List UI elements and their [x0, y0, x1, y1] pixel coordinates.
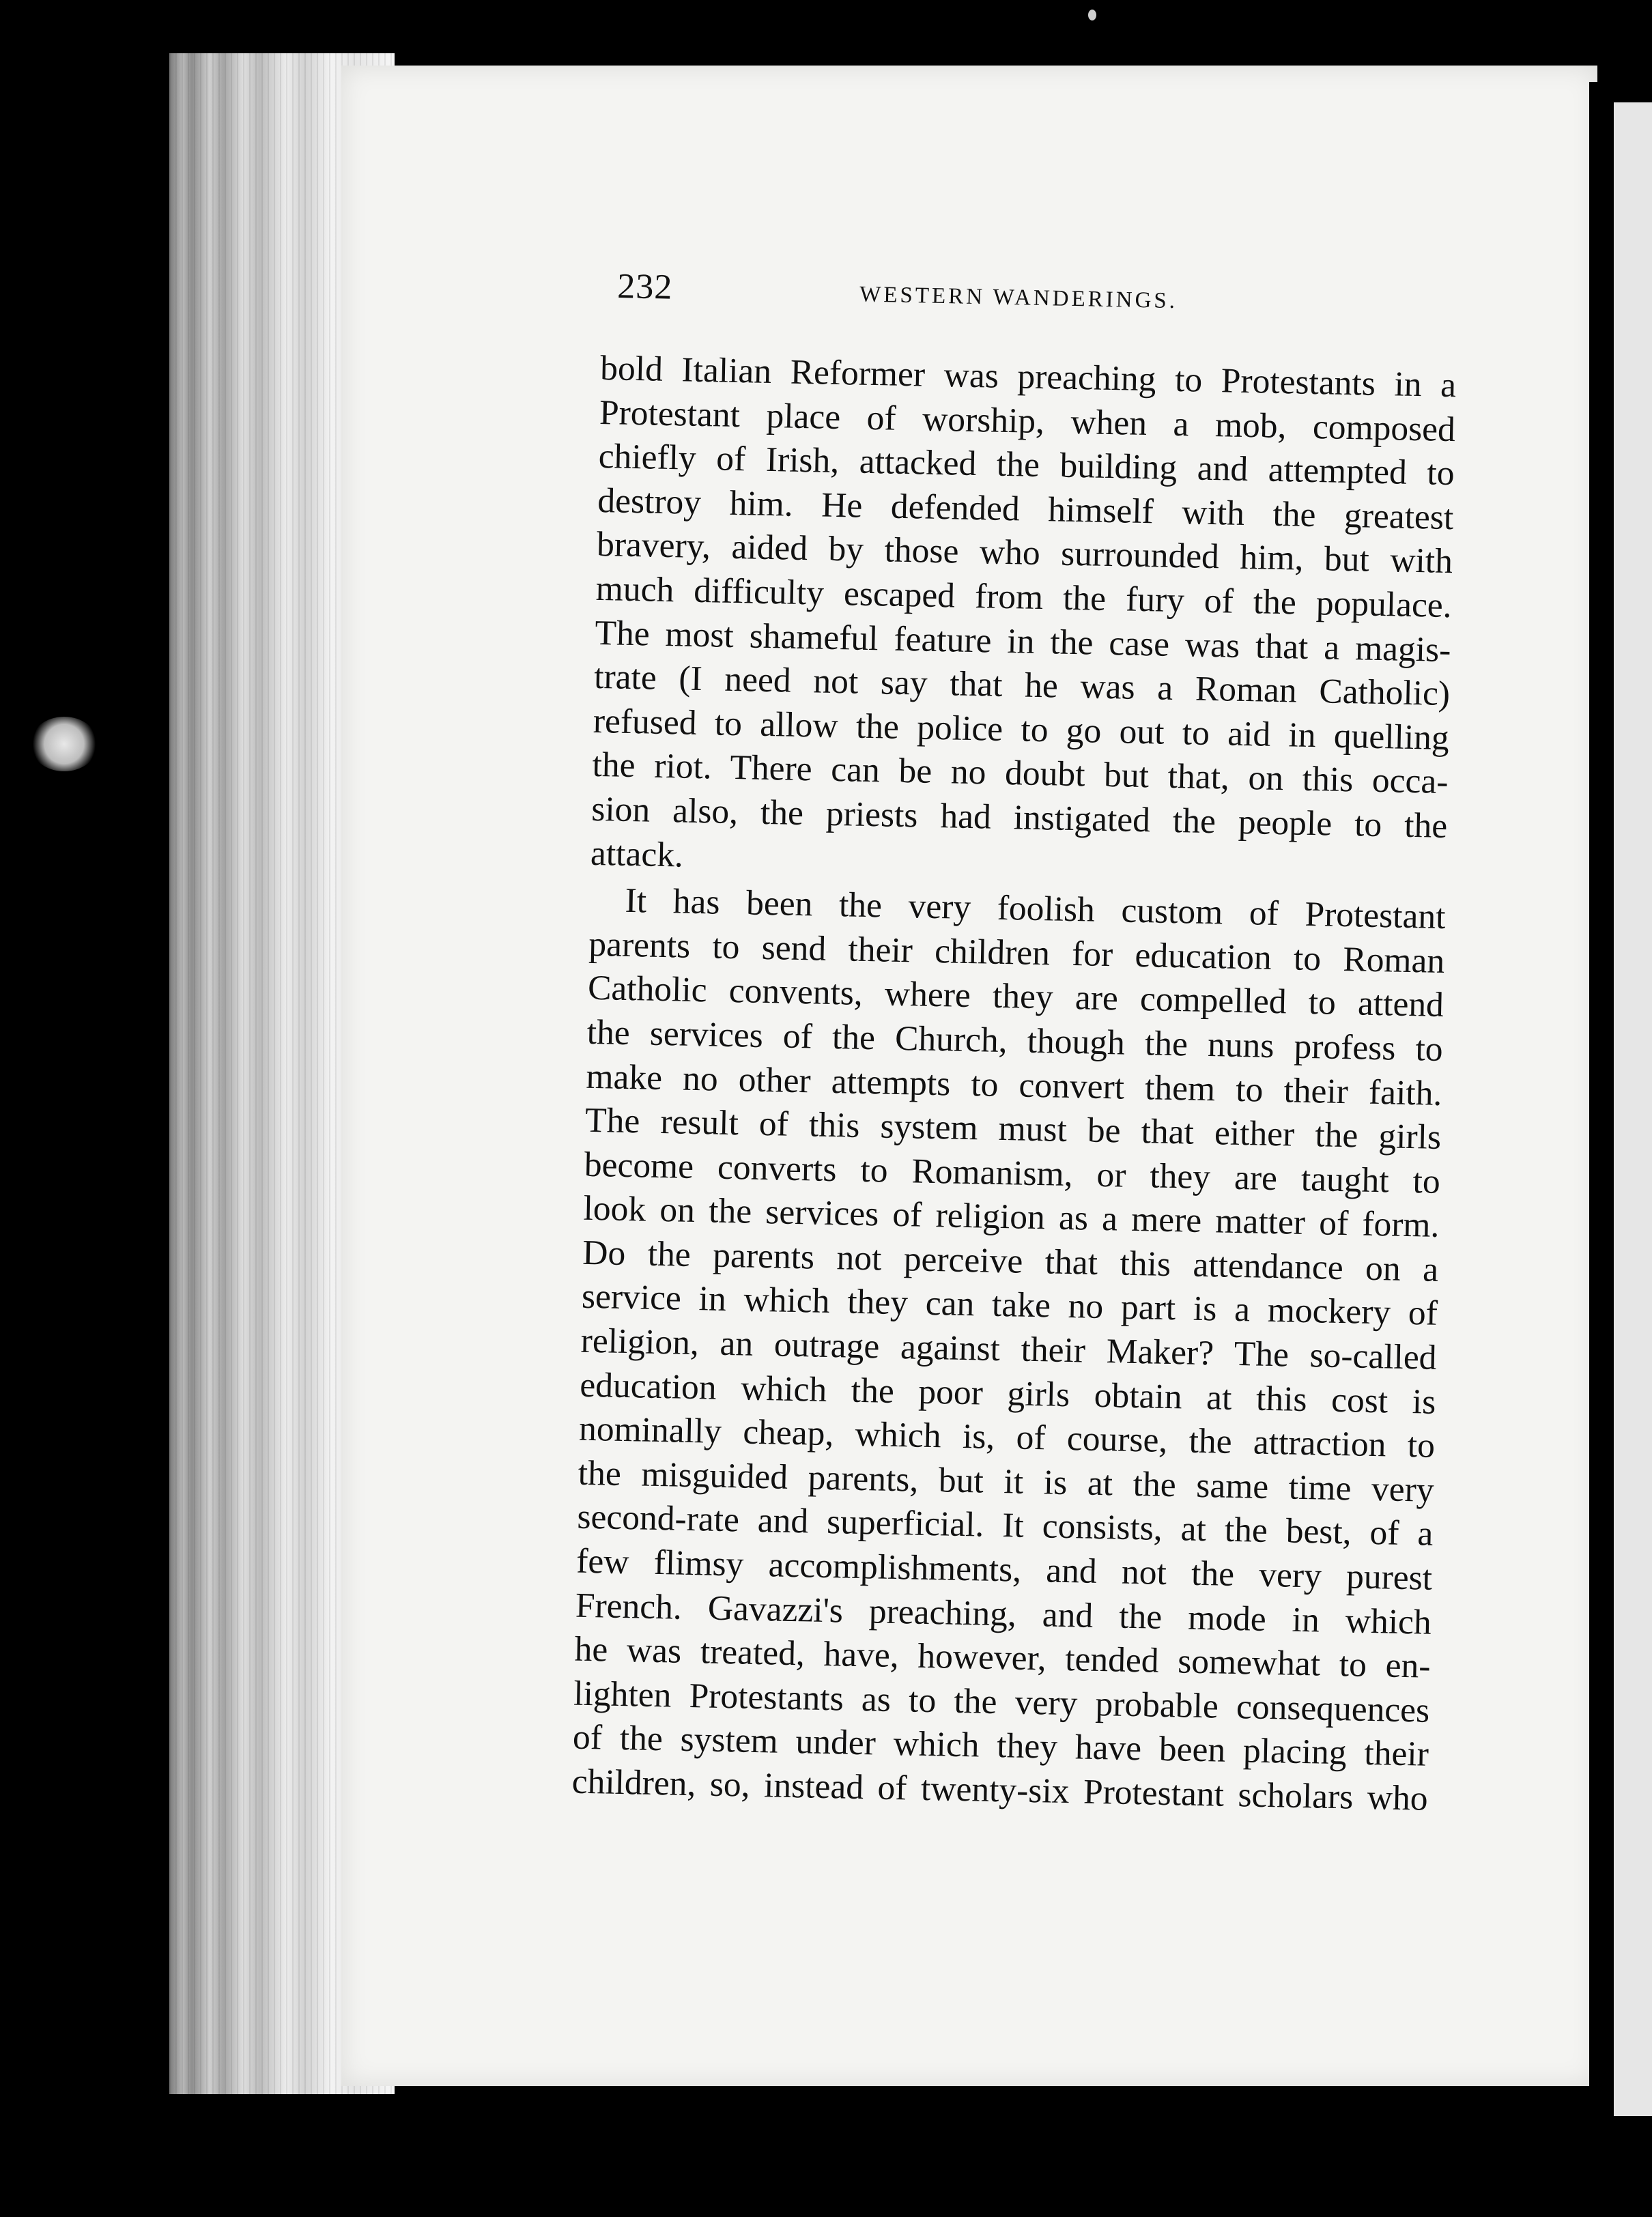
text-line: look on the services of religion as a mere matter of form. — [583, 1189, 1440, 1246]
text-line: become converts to Romanism, or they are taught to — [584, 1145, 1441, 1201]
text-line: parents to send their children for education to Roman — [588, 924, 1445, 981]
text-line: the misguided parents, but it is at the same time very — [578, 1453, 1435, 1510]
text-line: trate (I need not say that he was a Roman Catholic) — [593, 657, 1451, 714]
text-line: second-rate and superficial. It consists, at the best, of a — [577, 1498, 1434, 1554]
text-line: Do the parents not perceive that this attendance on a — [582, 1233, 1439, 1289]
text-line: sion also, the priests had instigated the people to the — [590, 789, 1448, 846]
paragraph-2 — [571, 878, 1446, 1821]
text-line: service in which they can take no part is a mockery of — [581, 1277, 1438, 1334]
paragraph-1 — [590, 347, 1456, 893]
text-line: Catholic convents, where they are compelled to attend — [587, 969, 1444, 1025]
text-line: religion, an outrage against their Maker? The so-called — [580, 1321, 1438, 1377]
text-line: he was treated, have, however, tended somewhat to en- — [574, 1629, 1432, 1686]
text-line: children, so, instead of twenty-six Protestant scholars who — [571, 1762, 1429, 1818]
text-line: nominally cheap, which is, of course, the attraction to — [578, 1409, 1436, 1466]
text-line: the services of the Church, though the nuns profess to — [586, 1012, 1444, 1069]
text-line: education which the poor girls obtain at this cost is — [579, 1365, 1436, 1422]
text-line: destroy him. He defended himself with the greatest — [597, 481, 1454, 537]
text-line: chiefly of Irish, attacked the building and attempted to — [598, 437, 1455, 494]
scan-speck-small — [1088, 10, 1096, 20]
text-line: much difficulty escaped from the fury of the populace. — [595, 569, 1453, 626]
text-line: few flimsy accomplishments, and not the very purest — [575, 1541, 1433, 1598]
text-line: of the system under which they have been placing their — [572, 1718, 1429, 1775]
text-line: It has been the very foolish custom of Protestant — [625, 881, 1447, 937]
scan-speck — [30, 717, 98, 771]
text-line: bravery, aided by those who surrounded him, but with — [596, 525, 1453, 582]
facing-page-edge — [1614, 102, 1652, 2116]
text-line: make no other attempts to convert them to their faith. — [585, 1057, 1442, 1113]
text-line: Protestant place of worship, when a mob, composed — [599, 392, 1456, 449]
text-line: French. Gavazzi's preaching, and the mode in which — [575, 1586, 1432, 1642]
body-text — [571, 347, 1457, 1821]
text-line: the riot. There can be no doubt but that, on this occa- — [592, 745, 1449, 802]
text-line: lighten Protestants as to the very probable consequences — [573, 1674, 1430, 1730]
running-head: WESTERN WANDERINGS. — [859, 282, 1178, 314]
text-line: refused to allow the police to go out to aid in quelling — [593, 701, 1450, 758]
text-line: attack. — [590, 833, 684, 875]
page-number: 232 — [616, 266, 673, 307]
text-line: The result of this system must be that either the girls — [584, 1100, 1442, 1158]
text-line: The most shameful feature in the case was that a magis- — [595, 613, 1451, 670]
gutter-shadow — [1589, 82, 1614, 2096]
text-line: bold Italian Reformer was preaching to Protestants in a — [599, 348, 1457, 405]
